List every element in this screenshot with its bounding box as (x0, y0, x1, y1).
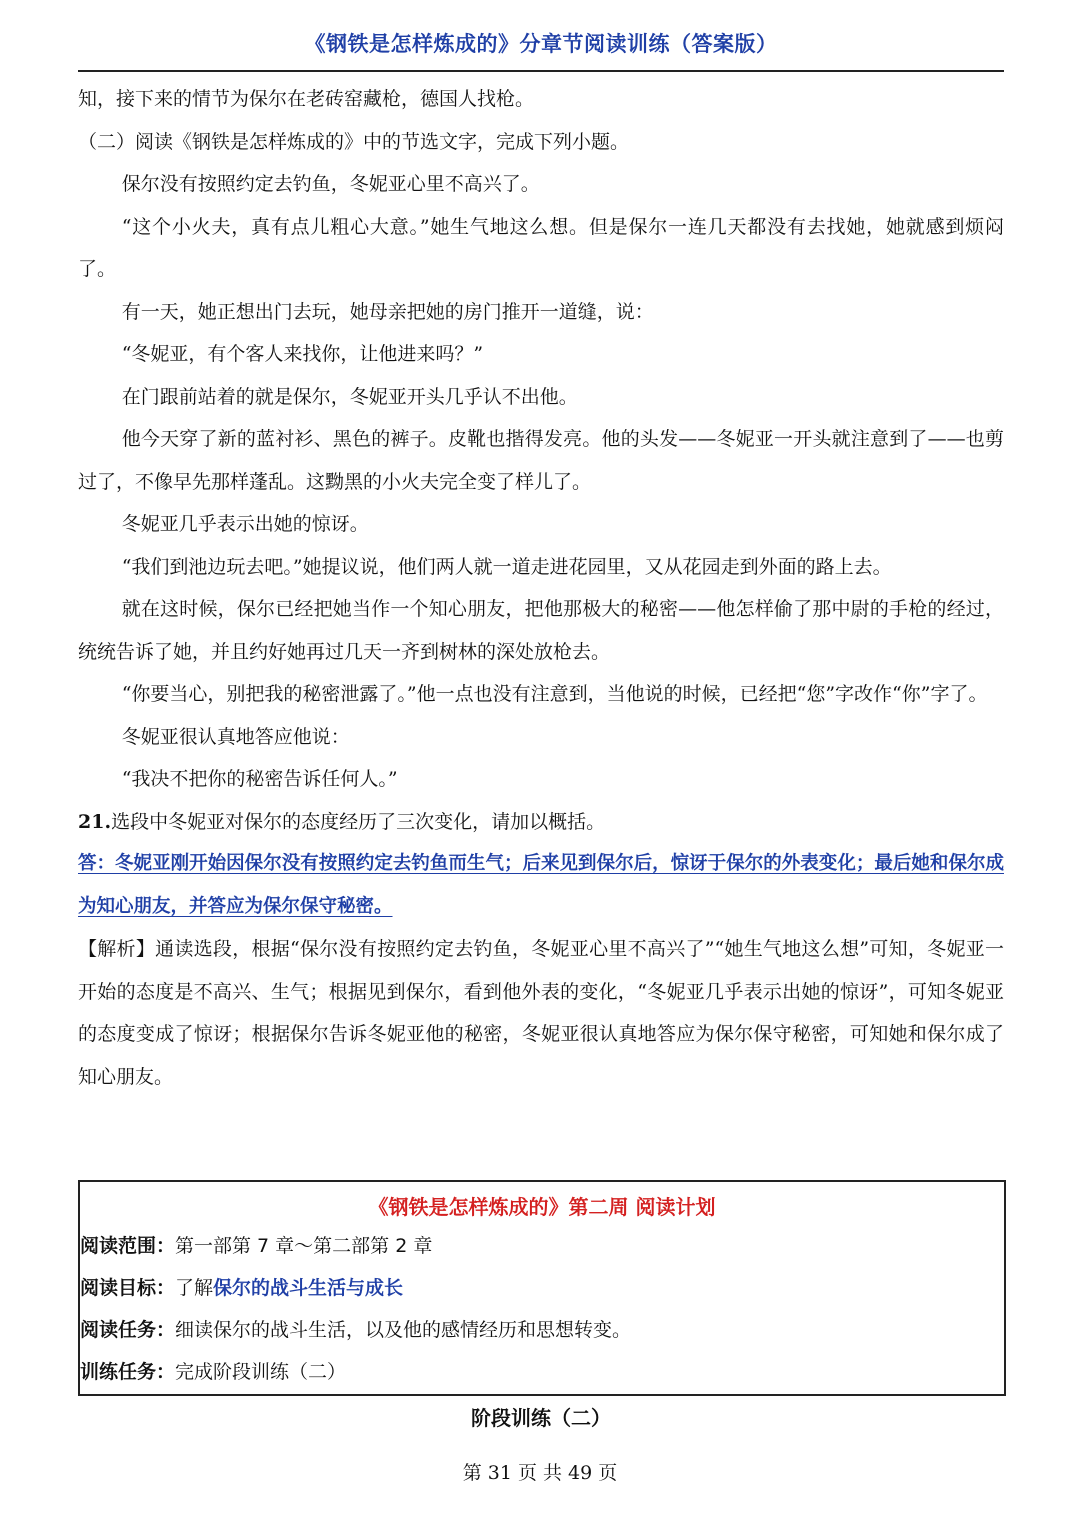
plan-row-training (80, 1351, 1004, 1393)
paragraph: 在门跟前站着的就是保尔，冬妮亚开头几乎认不出他。 (121, 385, 578, 408)
reading-plan-box (78, 1180, 1006, 1396)
plan-key: 阅读范围： (80, 1235, 176, 1257)
paragraph: 就在这时候，保尔已经把她当作一个知心朋友，把他那极大的秘密——他怎样偷了那中尉的手枪的经过，统统告诉了她，并且约好她再过几天一齐到树林的深处放枪去。 (78, 598, 1004, 663)
paragraph: “这个小火夫，真有点儿粗心大意。”她生气地这么想。但是保尔一连几天都没有去找她，她就感到烦闷了。 (78, 215, 1004, 280)
plan-value: 完成阶段训练（二） (175, 1361, 347, 1383)
reading-passage (78, 78, 1004, 1098)
page-header-title: 《钢铁是怎样炼成的》分章节阅读训练（答案版） (304, 32, 778, 56)
paragraph: 冬妮亚很认真地答应他说： (121, 725, 350, 748)
page-number: 第 31 页 共 49 页 (462, 1462, 618, 1484)
plan-row-range (80, 1225, 1004, 1267)
answer-text: 答：冬妮亚刚开始因保尔没有按照约定去钓鱼而生气；后来见到保尔后，惊讶于保尔的外表变化；最后她和保尔成为知心朋友，并答应为保尔保守秘密。 (78, 853, 1004, 917)
paragraph: 他今天穿了新的蓝衬衫、黑色的裤子。皮靴也揩得发亮。他的头发——冬妮亚一开头就注意到了——也剪过了，不像早先那样蓬乱。这黝黑的小火夫完全变了样儿了。 (78, 428, 1004, 493)
question-21 (78, 801, 1004, 844)
paragraph: “我们到池边玩去吧。”她提议说，他们两人就一道走进花园里，又从花园走到外面的路上去。 (121, 555, 892, 578)
paragraph: 知，接下来的情节为保尔在老砖窑藏枪，德国人找枪。 (78, 88, 535, 110)
plan-row-goal (80, 1267, 1004, 1309)
question-text: 选段中冬妮亚对保尔的态度经历了三次变化，请加以概括。 (111, 810, 606, 833)
analysis-text: 【解析】通读选段，根据“保尔没有按照约定去钓鱼，冬妮亚心里不高兴了”“她生气地这么想”可知，冬妮亚一开始的态度是不高兴、生气；根据见到保尔，看到他外表的变化，“冬妮亚几乎表示出她的惊讶”，可知冬妮亚的态度变成了惊讶；根据保尔告诉冬妮亚他的秘密，冬妮亚很认真地答应为保尔保守秘密，可知她和保尔成了知心朋友。 (78, 938, 1004, 1088)
plan-key: 阅读任务： (80, 1319, 176, 1341)
paragraph: 保尔没有按照约定去钓鱼，冬妮亚心里不高兴了。 (121, 173, 540, 195)
plan-value: 第一部第 7 章～第二部第 2 章 (175, 1235, 433, 1257)
paragraph: “你要当心，别把我的秘密泄露了。”他一点也没有注意到，当他说的时候，已经把“您”字改作“你”字了。 (121, 683, 988, 705)
header-rule (78, 70, 1004, 72)
question-number: 21. (78, 810, 112, 833)
plan-value: 了解 (175, 1277, 214, 1299)
plan-row-task (80, 1309, 1004, 1351)
section-heading: （二）阅读《钢铁是怎样炼成的》中的节选文字，完成下列小题。 (78, 130, 630, 153)
paragraph: “我决不把你的秘密告诉任何人。” (121, 768, 398, 790)
paragraph: 有一天，她正想出门去玩，她母亲把她的房门推开一道缝，说： (121, 300, 654, 323)
plan-key: 阅读目标： (80, 1277, 176, 1299)
paragraph: “冬妮亚，有个客人来找你，让他进来吗？” (121, 343, 484, 365)
plan-key: 训练任务： (80, 1361, 176, 1383)
plan-title: 《钢铁是怎样炼成的》第二周 阅读计划 (368, 1195, 716, 1219)
stage-training-title: 阶段训练（二） (471, 1406, 611, 1430)
plan-value: 细读保尔的战斗生活，以及他的感情经历和思想转变。 (175, 1319, 632, 1341)
paragraph: 冬妮亚几乎表示出她的惊讶。 (121, 513, 369, 535)
plan-highlight: 保尔的战斗生活与成长 (213, 1277, 404, 1299)
